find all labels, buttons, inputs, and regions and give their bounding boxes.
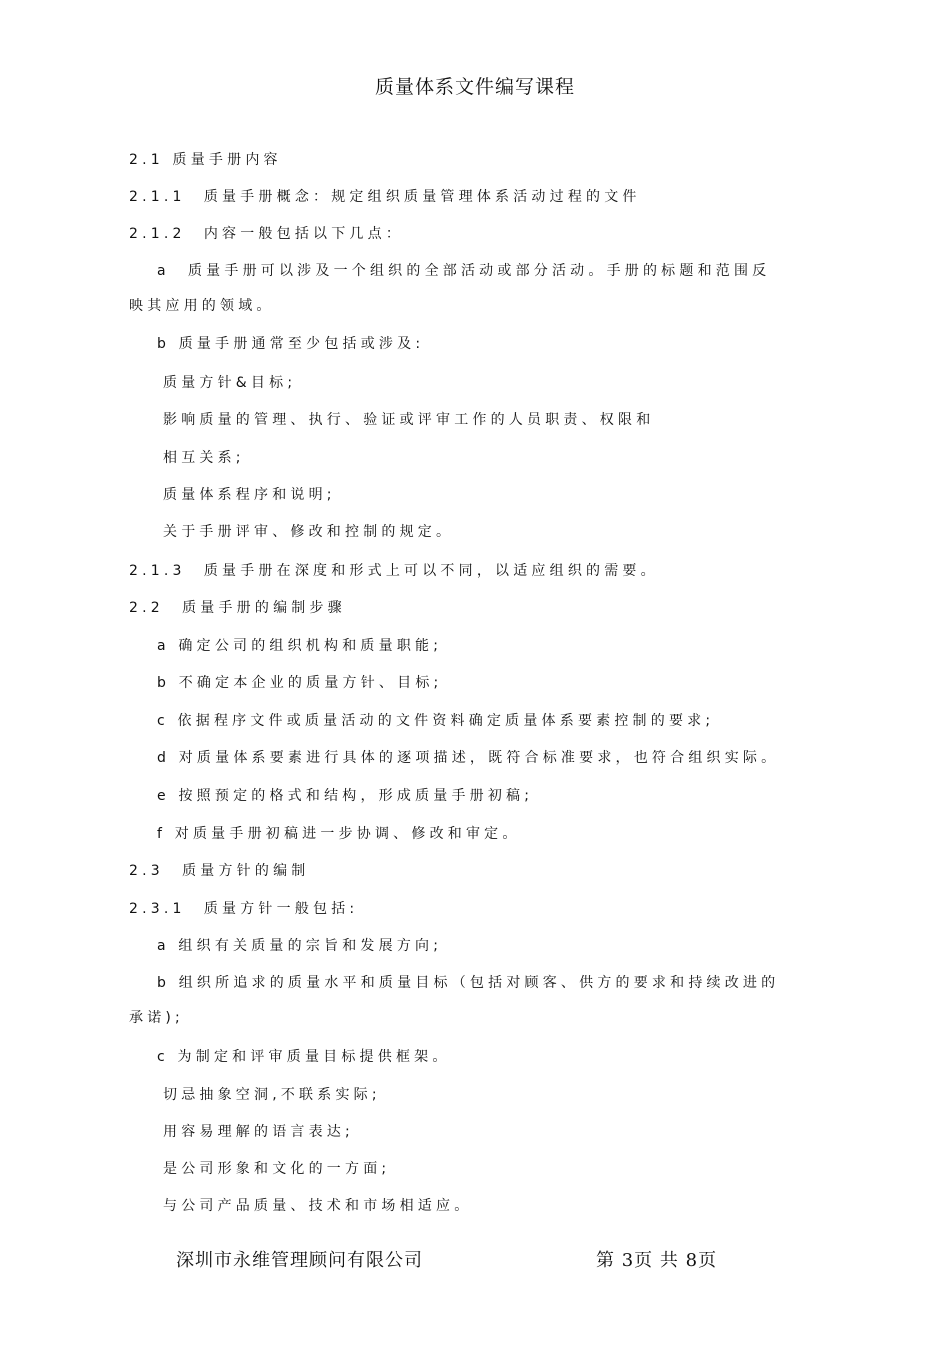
sub-item-2-cont: 相互关系;: [163, 450, 245, 466]
step-a: a 确定公司的组织机构和质量职能;: [157, 638, 443, 654]
policy-a: a 组织有关质量的宗旨和发展方向;: [157, 938, 443, 954]
policy-note-1: 切忌抽象空洞,不联系实际;: [163, 1087, 381, 1103]
policy-note-4: 与公司产品质量、技术和市场相适应。: [163, 1198, 473, 1214]
sub-item-3: 质量体系程序和说明;: [163, 487, 336, 503]
section-2-1: 2.1 质量手册内容: [129, 152, 282, 168]
sub-item-4: 关于手册评审、修改和控制的规定。: [163, 524, 455, 540]
step-f: f 对质量手册初稿进一步协调、修改和审定。: [157, 826, 521, 842]
step-e: e 按照预定的格式和结构，形成质量手册初稿;: [157, 788, 534, 804]
sub-item-1: 质量方针&目标;: [163, 375, 297, 391]
item-a-line1: a 质量手册可以涉及一个组织的全部活动或部分活动。手册的标题和范围反: [157, 263, 771, 279]
policy-c: c 为制定和评审质量目标提供框架。: [157, 1049, 451, 1065]
footer-company: 深圳市永维管理顾问有限公司: [176, 1250, 423, 1271]
policy-note-2: 用容易理解的语言表达;: [163, 1124, 354, 1140]
section-2-2: 2.2 质量手册的编制步骤: [129, 600, 346, 616]
section-2-1-1: 2.1.1 质量手册概念：规定组织质量管理体系活动过程的文件: [129, 189, 641, 205]
footer-page-number: 第 3页 共 8页: [596, 1250, 718, 1271]
document-title: 质量体系文件编写课程: [374, 76, 575, 98]
section-2-3: 2.3 质量方针的编制: [129, 863, 310, 879]
policy-b-line2: 承诺);: [129, 1010, 184, 1026]
policy-b-line1: b 组织所追求的质量水平和质量目标（包括对顾客、供方的要求和持续改进的: [157, 975, 780, 991]
item-b: b 质量手册通常至少包括或涉及:: [157, 336, 425, 352]
item-a-line2: 映其应用的领域。: [129, 298, 275, 314]
section-2-1-2: 2.1.2 内容一般包括以下几点：: [129, 226, 405, 242]
section-2-3-1: 2.3.1 质量方针一般包括:: [129, 901, 359, 917]
section-2-1-3: 2.1.3 质量手册在深度和形式上可以不同，以适应组织的需要。: [129, 563, 659, 579]
step-d: d 对质量体系要素进行具体的逐项描述，既符合标准要求，也符合组织实际。: [157, 750, 780, 766]
sub-item-2: 影响质量的管理、执行、验证或评审工作的人员职责、权限和: [163, 412, 655, 428]
step-c: c 依据程序文件或质量活动的文件资料确定质量体系要素控制的要求;: [157, 713, 715, 729]
policy-note-3: 是公司形象和文化的一方面;: [163, 1161, 391, 1177]
step-b: b 不确定本企业的质量方针、目标;: [157, 675, 443, 691]
